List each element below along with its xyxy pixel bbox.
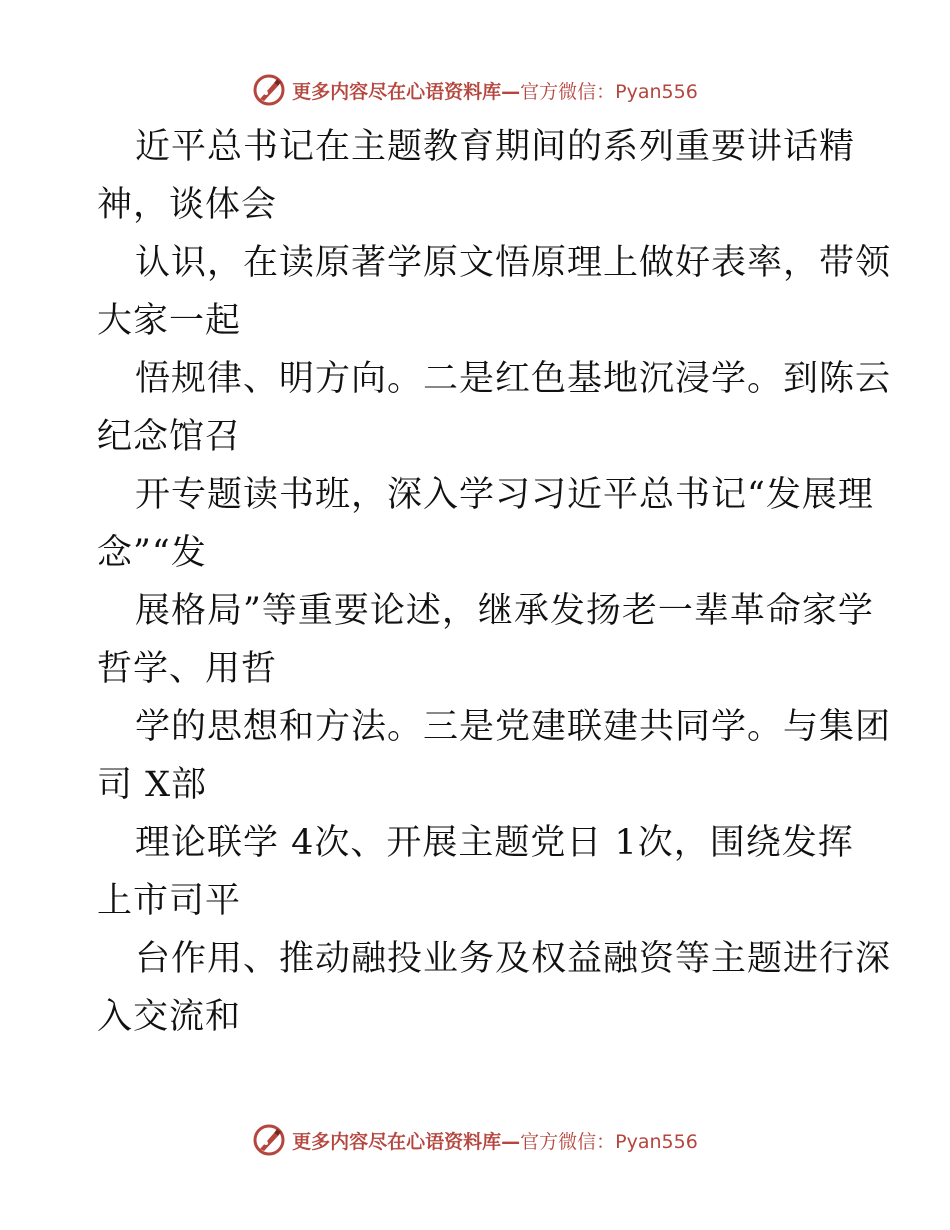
footer-banner (0, 1120, 950, 1160)
footer-banner-text: 更多内容尽在心语资料库—官方微信：Pyan556 (292, 1130, 698, 1153)
header-banner (0, 70, 950, 110)
text-line: 理论联学 4次、开展主题党日 1次，围绕发挥 (135, 823, 854, 863)
pen-logo-icon (252, 73, 286, 107)
footer-wechat-text: 官方微信：Pyan556 (520, 1130, 698, 1153)
text-line: 念”“发 (97, 533, 207, 573)
text-line: 司 X部 (97, 765, 208, 805)
text-line: 认识，在读原著学原文悟原理上做好表率，带领 (135, 243, 892, 283)
text-line: 近平总书记在主题教育期间的系列重要讲话精 (135, 127, 856, 167)
pen-logo-icon (252, 1123, 286, 1157)
text-line: 展格局”等重要论述，继承发扬老一辈革命家学 (135, 591, 874, 631)
text-line: 悟规律、明方向。二是红色基地沉浸学。到陈云 (135, 359, 892, 399)
text-line: 神，谈体会 (97, 185, 278, 225)
text-line: 大家一起 (97, 301, 242, 341)
header-wechat-text: 官方微信：Pyan556 (520, 80, 698, 103)
document-body (97, 118, 892, 1046)
text-line: 开专题读书班，深入学习习近平总书记“发展理 (135, 475, 874, 515)
text-line: 入交流和 (97, 997, 242, 1037)
text-line: 哲学、用哲 (97, 649, 278, 689)
text-line: 台作用、推动融投业务及权益融资等主题进行深 (135, 939, 892, 979)
text-line: 上市司平 (97, 881, 242, 921)
text-line: 纪念馆召 (97, 417, 242, 457)
text-line: 学的思想和方法。三是党建联建共同学。与集团 (135, 707, 892, 747)
header-banner-text: 更多内容尽在心语资料库—官方微信：Pyan556 (292, 80, 698, 103)
